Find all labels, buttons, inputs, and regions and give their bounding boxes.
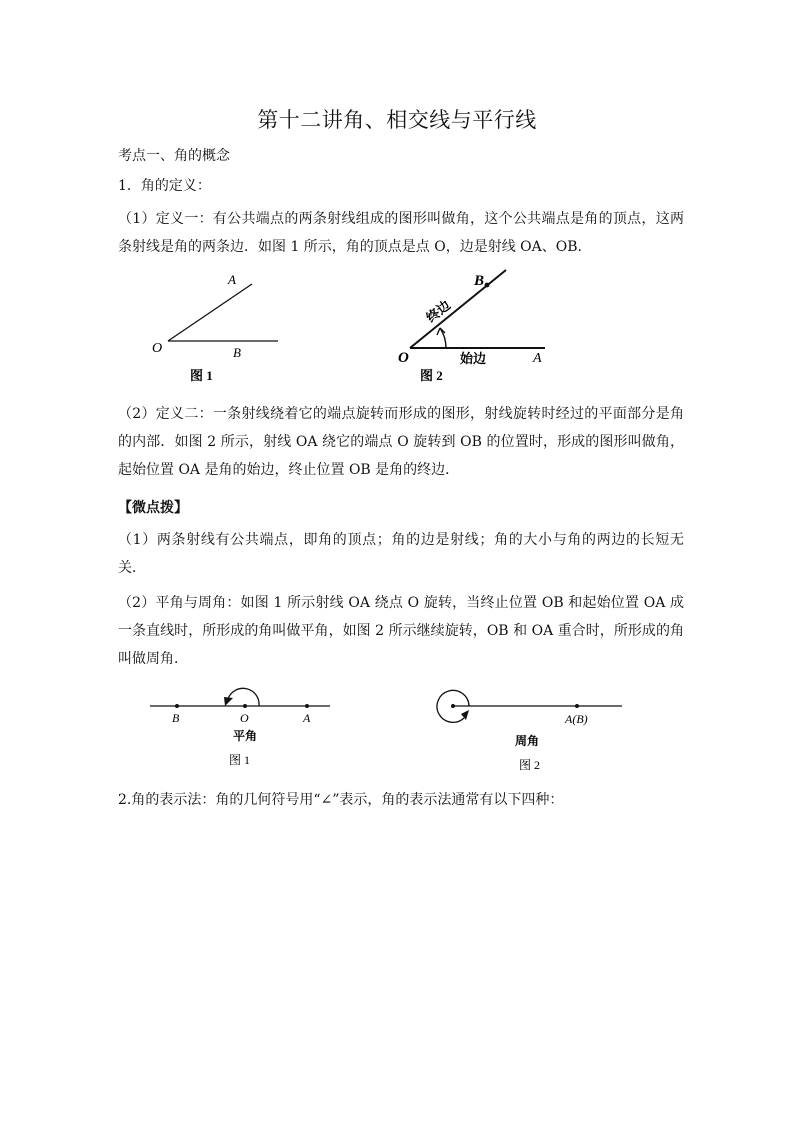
point-b-dot: [485, 283, 490, 288]
initial-side-label: 始边: [460, 351, 487, 366]
label-a: A: [228, 272, 236, 287]
arrowhead-icon: [461, 710, 469, 720]
label-o: O: [398, 350, 409, 366]
figure-angle-basic: [140, 262, 300, 388]
definition-two: （2）定义二：一条射线绕着它的端点旋转而形成的图形，射线旋转时经过的平面部分是角的内部．如图 2 所示，射线 OA 绕它的端点 O 旋转到 OB 的位置时，形成的图形叫做角，起始位置 OA 是角的始边，终止位置 OB 是角的终边．: [118, 406, 684, 478]
point-a-dot: [305, 704, 309, 708]
tips-heading: 【微点拨】: [118, 500, 188, 516]
label-o: O: [240, 711, 249, 725]
ray-oa: [168, 284, 252, 341]
label-a: A: [533, 351, 542, 366]
terminal-side-ray: [410, 270, 506, 348]
figure-full-angle: [435, 684, 630, 776]
arrowhead-icon: [224, 697, 233, 706]
point-ab-dot: [575, 704, 579, 708]
label-b: B: [172, 711, 180, 725]
label-b: B: [233, 345, 241, 360]
section-heading: 考点一、角的概念: [118, 148, 230, 164]
item-heading-definition: 1．角的定义：: [118, 178, 211, 194]
point-o-dot: [451, 704, 455, 708]
figure-caption: 图 1: [229, 753, 251, 767]
figure-name: 周角: [515, 734, 540, 748]
figure-name: 平角: [233, 729, 258, 743]
figure-straight-angle: [145, 684, 335, 776]
point-o-dot: [243, 704, 247, 708]
label-b: B: [474, 273, 485, 289]
figure-caption: 图 2: [519, 758, 541, 772]
label-a: A: [303, 711, 311, 725]
label-ab: A(B): [565, 712, 588, 726]
item-heading-notation: 2.角的表示法：角的几何符号用“∠”表示，角的表示法通常有以下四种：: [118, 792, 564, 808]
figure-angle-rotation: [388, 262, 558, 388]
figure-caption: 图 2: [420, 368, 443, 383]
figure-caption: 图 1: [190, 368, 213, 383]
terminal-side-label: 终边: [423, 297, 454, 326]
straight-angle-arc: [228, 688, 259, 706]
page-title: 第十二讲角、相交线与平行线: [257, 108, 537, 132]
tip-two: （2）平角与周角：如图 1 所示射线 OA 绕点 O 旋转，当终止位置 OB 和起始位置 OA 成一条直线时，所形成的角叫做平角，如图 2 所示继续旋转，OB 和 OA 重合时，所形成的角叫做周角．: [118, 595, 684, 667]
label-o: O: [152, 341, 163, 356]
point-b-dot: [175, 704, 179, 708]
tip-one: （1）两条射线有公共端点，即角的顶点；角的边是射线；角的大小与角的两边的长短无关．: [118, 532, 684, 576]
definition-one: （1）定义一：有公共端点的两条射线组成的图形叫做角，这个公共端点是角的顶点，这两条射线是角的两条边．如图 1 所示，角的顶点是点 O，边是射线 OA、OB．: [118, 211, 684, 255]
